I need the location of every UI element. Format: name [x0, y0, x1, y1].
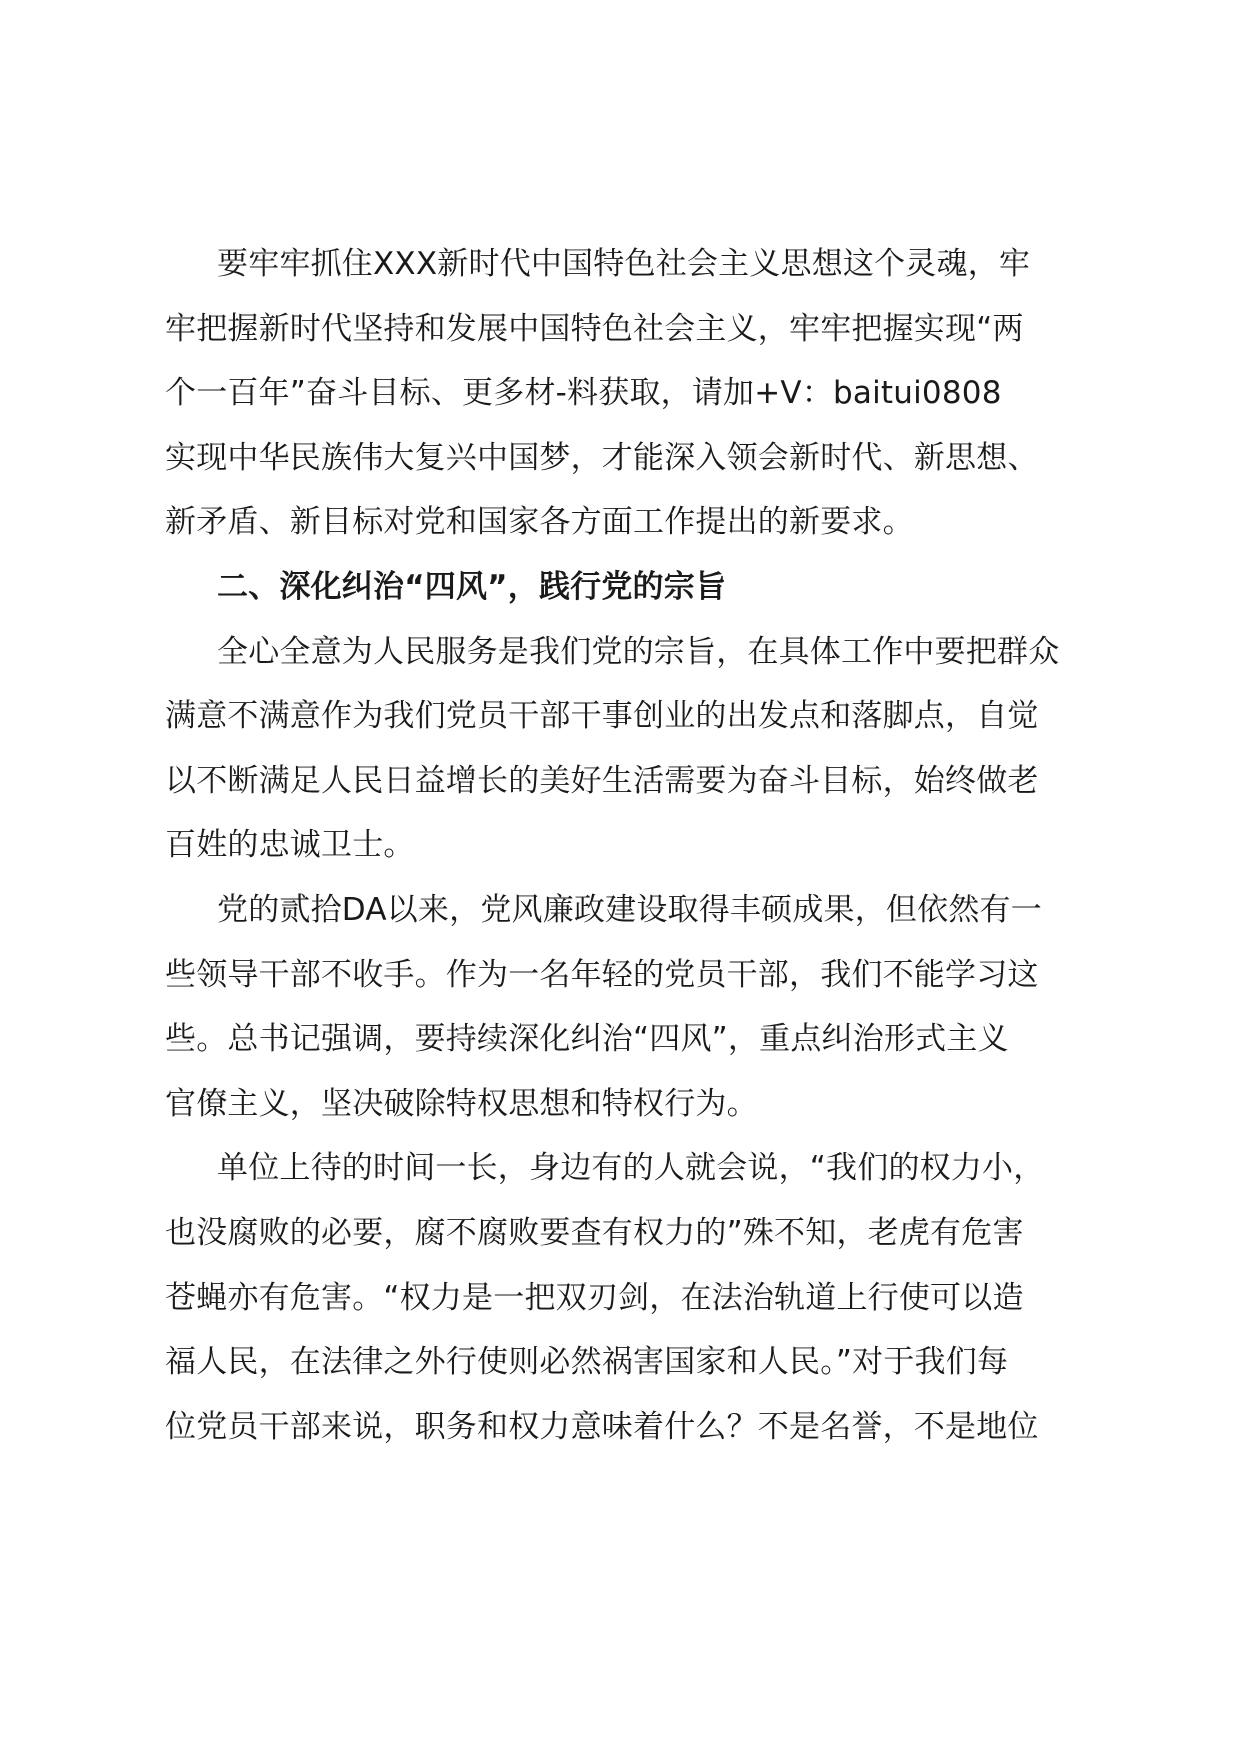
paragraph-line: 个一百年”奋斗目标、更多材-料获取，请加+V：baitui0808 [165, 375, 1002, 412]
paragraph-line: 单位上待的时间一长，身边有的人就会说，“我们的权力小， [217, 1150, 1045, 1187]
paragraph-line: 百姓的忠诚卫士。 [165, 827, 415, 864]
paragraph-line: 要牢牢抓住XXX新时代中国特色社会主义思想这个灵魂，牢 [217, 246, 1031, 282]
section-heading: 二、深化纠治“四风”，践行党的宗旨 [217, 568, 727, 605]
paragraph-line: 官僚主义，坚决破除特权思想和特权行为。 [165, 1085, 758, 1122]
paragraph-line: 些领导干部不收手。作为一名年轻的党员干部，我们不能学习这 [165, 956, 1039, 993]
paragraph-line: 些。总书记强调，要持续深化纠治“四风”，重点纠治形式主义 [165, 1021, 1009, 1058]
document-body [165, 232, 1125, 1459]
paragraph-line: 以不断满足人民日益增长的美好生活需要为奋斗目标，始终做老 [165, 762, 1039, 799]
paragraph-line: 满意不满意作为我们党员干部干事创业的出发点和落脚点，自觉 [165, 698, 1039, 735]
paragraph-line: 党的贰拾DA以来，党风廉政建设取得丰硕成果，但依然有一 [217, 891, 1042, 928]
paragraph-line: 也没腐败的必要，腐不腐败要查有权力的”殊不知，老虎有危害 [165, 1214, 1024, 1251]
paragraph-line: 位党员干部来说，职务和权力意味着什么？不是名誉，不是地位 [165, 1408, 1039, 1445]
paragraph-line: 牢把握新时代坚持和发展中国特色社会主义，牢牢把握实现“两 [165, 310, 1024, 347]
paragraph-line: 新矛盾、新目标对党和国家各方面工作提出的新要求。 [165, 504, 914, 541]
paragraph-line: 苍蝇亦有危害。“权力是一把双刃剑，在法治轨道上行使可以造 [165, 1279, 1024, 1316]
paragraph-line: 实现中华民族伟大复兴中国梦，才能深入领会新时代、新思想、 [165, 439, 1039, 476]
paragraph-line: 福人民，在法律之外行使则必然祸害国家和人民。”对于我们每 [165, 1344, 1009, 1381]
paragraph-line: 全心全意为人民服务是我们党的宗旨，在具体工作中要把群众 [217, 633, 1060, 670]
